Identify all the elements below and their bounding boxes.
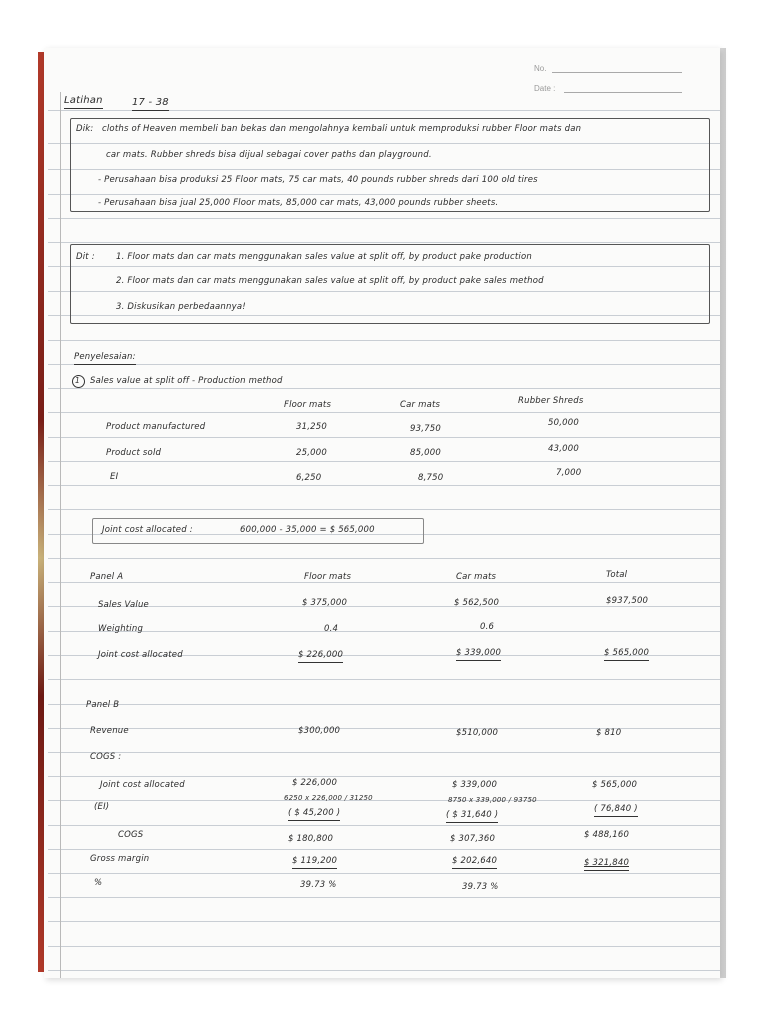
- ruled-line: [48, 776, 720, 777]
- prod-cell: 25,000: [296, 448, 327, 458]
- panel-a-row-label: Sales Value: [98, 600, 149, 610]
- ruled-line: [48, 704, 720, 705]
- dit-item-1: 1. Floor mats dan car mats menggunakan sales value at split off, by product pake production: [116, 252, 532, 262]
- dik-line-4: - Perusahaan bisa jual 25,000 Floor mats, 85,000 car mats, 43,000 pounds rubber sheets.: [98, 198, 499, 208]
- ruled-line: [48, 800, 720, 801]
- prod-header-floor: Floor mats: [284, 400, 332, 410]
- ruled-line: [48, 412, 720, 413]
- ruled-line: [48, 461, 720, 462]
- panel-a-cell: $ 565,000: [604, 648, 650, 658]
- ei-calc: 6250 x 226,000 / 31250: [284, 794, 373, 802]
- solution-label: Penyelesaian:: [74, 352, 136, 362]
- ruled-line: [48, 921, 720, 922]
- revenue-cell: $300,000: [298, 726, 341, 736]
- date-line: [564, 92, 682, 93]
- no-label: No.: [534, 64, 547, 73]
- ruled-line: [48, 340, 720, 341]
- ruled-line: [48, 897, 720, 898]
- ruled-line: [48, 873, 720, 874]
- jca-cell: $ 565,000: [592, 780, 638, 790]
- dit-item-2: 2. Floor mats dan car mats menggunakan sales value at split off, by product pake sales method: [116, 276, 544, 286]
- panel-a-row-label: Joint cost allocated: [98, 650, 183, 660]
- ruled-line: [48, 364, 720, 365]
- prod-row-label: Product sold: [106, 448, 162, 458]
- joint-cost-formula: 600,000 - 35,000 = $ 565,000: [240, 525, 375, 535]
- ruled-line: [48, 825, 720, 826]
- panel-a-title: Panel A: [90, 572, 124, 582]
- revenue-cell: $ 810: [596, 728, 622, 738]
- panel-a-row-label: Weighting: [98, 624, 144, 634]
- joint-cost-label: Joint cost allocated :: [102, 525, 193, 535]
- cogs-cell: $ 180,800: [288, 834, 334, 844]
- panel-a-header-floor: Floor mats: [304, 572, 352, 582]
- jca-cell: $ 339,000: [452, 780, 498, 790]
- margin-line: [60, 92, 61, 978]
- cogs-cell: $ 307,360: [450, 834, 496, 844]
- notebook-page: [44, 48, 720, 978]
- prod-cell: 31,250: [296, 422, 327, 432]
- percent-label: %: [94, 878, 103, 888]
- panel-a-cell: $ 226,000: [298, 650, 344, 660]
- dit-label: Dit :: [76, 252, 95, 262]
- dik-label: Dik:: [76, 124, 94, 134]
- ruled-line: [48, 752, 720, 753]
- ruled-line: [48, 582, 720, 583]
- ruled-line: [48, 509, 720, 510]
- ei-label: (EI): [94, 802, 110, 812]
- gross-margin-label: Gross margin: [90, 854, 150, 864]
- ei-cell: ( $ 31,640 ): [446, 810, 499, 820]
- ei-cell: ( $ 45,200 ): [288, 808, 341, 818]
- ei-cell: ( 76,840 ): [594, 804, 638, 814]
- dik-line-2: car mats. Rubber shreds bisa dijual sebagai cover paths dan playground.: [106, 150, 432, 160]
- prod-cell: 6,250: [296, 473, 322, 483]
- title-latihan: Latihan: [64, 95, 103, 106]
- dik-line-1: cloths of Heaven membeli ban bekas dan mengolahnya kembali untuk memproduksi rubber Floor mats dan: [102, 124, 582, 134]
- panel-a-header-total: Total: [606, 570, 628, 580]
- prod-cell: 93,750: [410, 424, 441, 434]
- ruled-line: [48, 970, 720, 971]
- prod-cell: 43,000: [548, 444, 579, 454]
- ruled-line: [48, 218, 720, 219]
- panel-a-cell: $ 562,500: [454, 598, 500, 608]
- dik-line-3: - Perusahaan bisa produksi 25 Floor mats, 75 car mats, 40 pounds rubber shreds dari 100 old tires: [98, 175, 538, 185]
- gm-cell: $ 119,200: [292, 856, 338, 866]
- ruled-line: [48, 437, 720, 438]
- panel-a-cell: $ 339,000: [456, 648, 502, 658]
- prod-header-car: Car mats: [400, 400, 441, 410]
- ruled-line: [48, 679, 720, 680]
- pct-cell: 39.73 %: [462, 882, 499, 892]
- ruled-line: [48, 849, 720, 850]
- ruled-line: [48, 388, 720, 389]
- gm-cell: $ 321,840: [584, 858, 630, 868]
- panel-a-cell: 0.4: [324, 624, 339, 634]
- pct-cell: 39.73 %: [300, 880, 337, 890]
- prod-cell: 8,750: [418, 473, 444, 483]
- jca-cell: $ 226,000: [292, 778, 338, 788]
- jca-label: Joint cost allocated: [100, 780, 185, 790]
- section-1-title: Sales value at split off - Production method: [90, 376, 283, 386]
- date-label: Date :: [534, 84, 556, 93]
- ruled-line: [48, 946, 720, 947]
- prod-row-label: EI: [110, 472, 119, 482]
- prod-row-label: Product manufactured: [106, 422, 206, 432]
- cogs-cell: $ 488,160: [584, 830, 630, 840]
- cogs-label: COGS :: [90, 752, 122, 762]
- gm-cell: $ 202,640: [452, 856, 498, 866]
- panel-a-cell: $ 375,000: [302, 598, 348, 608]
- revenue-label: Revenue: [90, 726, 129, 736]
- section-number: 1: [75, 376, 80, 385]
- ruled-line: [48, 242, 720, 243]
- ruled-line: [48, 558, 720, 559]
- revenue-cell: $510,000: [456, 728, 499, 738]
- prod-cell: 85,000: [410, 448, 441, 458]
- panel-a-cell: $937,500: [606, 596, 649, 606]
- dit-item-3: 3. Diskusikan perbedaannya!: [116, 302, 246, 312]
- problem-number: 17 - 38: [132, 97, 169, 108]
- panel-a-cell: 0.6: [480, 622, 495, 632]
- panel-a-header-car: Car mats: [456, 572, 497, 582]
- ruled-line: [48, 485, 720, 486]
- panel-b-title: Panel B: [86, 700, 120, 710]
- ruled-line: [48, 631, 720, 632]
- cogs-sub-label: COGS: [118, 830, 144, 840]
- prod-cell: 50,000: [548, 418, 579, 428]
- prod-cell: 7,000: [556, 468, 582, 478]
- prod-header-rubber: Rubber Shreds: [518, 396, 584, 406]
- no-line: [552, 72, 682, 73]
- ei-calc: 8750 x 339,000 / 93750: [448, 796, 537, 804]
